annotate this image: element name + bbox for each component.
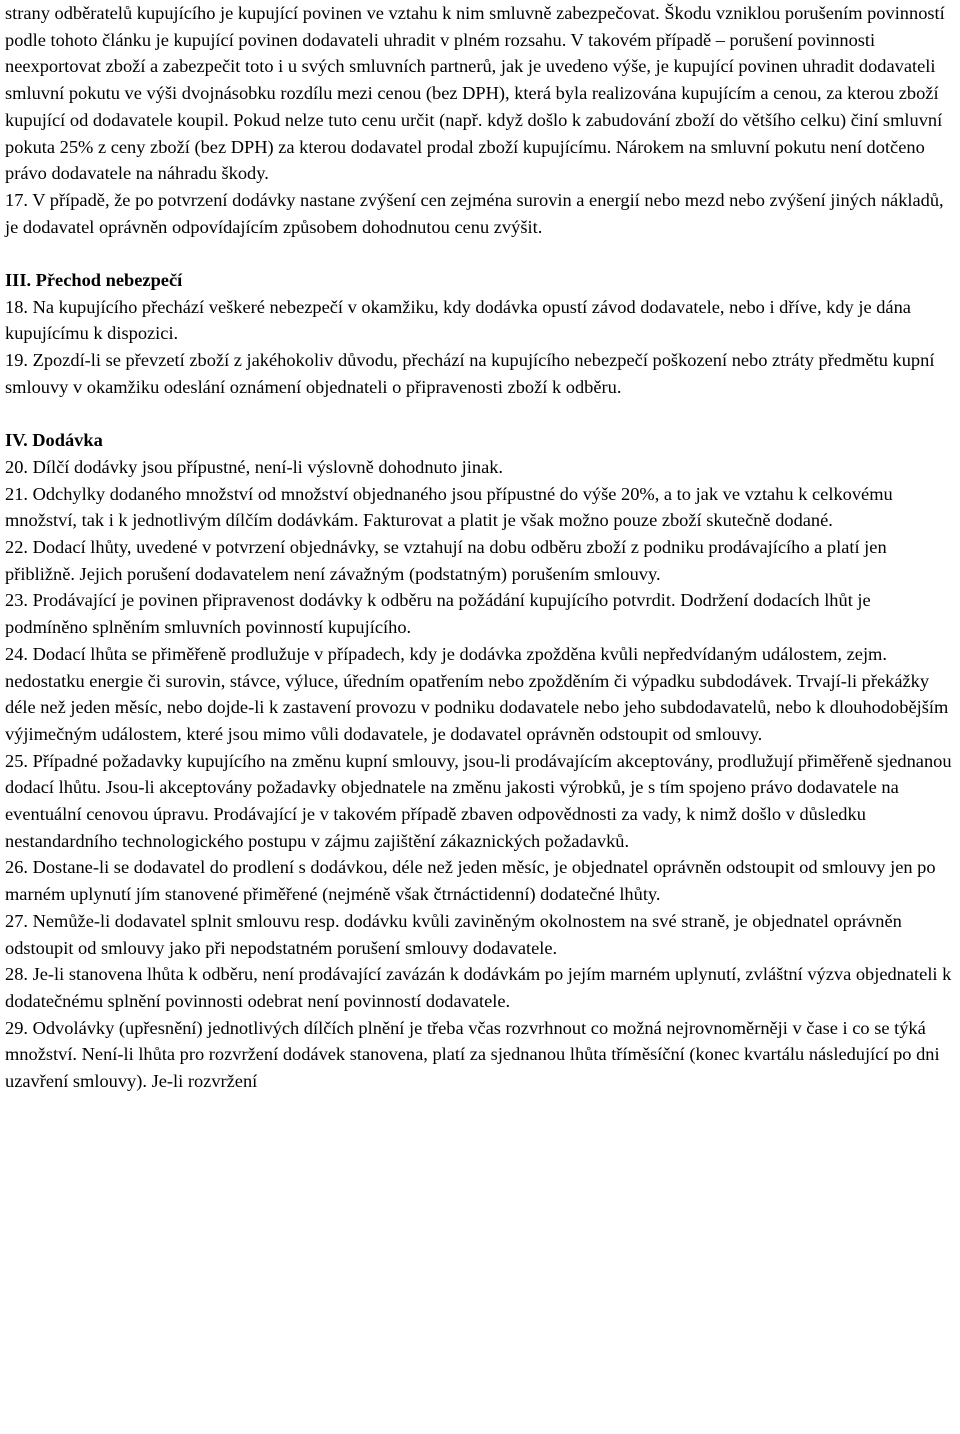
- paragraph-27: 27. Nemůže-li dodavatel splnit smlouvu resp. dodávku kvůli zaviněným okolnostem na své straně, je objednatel oprávněn odstoupit od smlouvy jako při nepodstatném porušení smlouvy dodavatele.: [5, 910, 902, 958]
- document-page: [5, 0, 957, 1095]
- paragraph-19: 19. Zpozdí-li se převzetí zboží z jakéhokoliv důvodu, přechází na kupujícího nebezpečí poškození nebo ztráty předmětu kupní smlouvy v okamžiku odeslání oznámení objednateli o připravenosti zboží k odběru.: [5, 350, 935, 397]
- paragraph-25: 25. Případné požadavky kupujícího na změnu kupní smlouvy, jsou-li prodávajícím akceptovány, prodlužují přiměřeně sjednanou dodací lhůtu. Jsou-li akceptovány požadavky objednatele na změnu jakosti výrobků, je s tím spojeno právo dodavatele na eventuální cenovou úpravu. Prodávající je v takovém případě zbaven odpovědnosti za vady, k nimž došlo v důsledku nestandardního technologického postupu v zájmu zajištění zákaznických požadavků.: [5, 750, 952, 851]
- paragraph-26: 26. Dostane-li se dodavatel do prodlení s dodávkou, déle než jeden měsíc, je objednatel oprávněn odstoupit od smlouvy jen po marném uplynutí jím stanovené přiměřené (nejméně však čtrnáctidenní) dodatečné lhůty.: [5, 857, 936, 905]
- section-heading-iv: IV. Dodávka: [5, 430, 103, 451]
- paragraph-16-continuation: strany odběratelů kupujícího je kupující povinen ve vztahu k nim smluvně zabezpečovat. Škodu vzniklou porušením povinností podle tohoto článku je kupující povinen dodavateli uhradit v plném rozsahu. V takovém případě – porušení povinnosti neexportovat zboží a zabezpečit toto i u svých smluvních partnerů, jak je uvedeno výše, je kupující povinen uhradit dodavateli smluvní pokutu ve výši dvojnásobku rozdílu mezi cenou (bez DPH), která byla realizována kupujícím a cenou, za kterou zboží kupující od dodavatele koupil. Pokud nelze tuto cenu určit (např. když došlo k zabudování zboží do většího celku) činí smluvní pokuta 25% z ceny zboží (bez DPH) za kterou dodavatel prodal zboží kupujícímu. Nárokem na smluvní pokutu není dotčeno právo dodavatele na náhradu škody.: [5, 3, 945, 184]
- paragraph-17: 17. V případě, že po potvrzení dodávky nastane zvýšení cen zejména surovin a energií nebo mezd nebo zvýšení jiných nákladů, je dodavatel oprávněn odpovídajícím způsobem dohodnutou cenu zvýšit.: [5, 189, 944, 237]
- paragraph-29: 29. Odvolávky (upřesnění) jednotlivých dílčích plnění je třeba včas rozvrhnout co možná nejrovnoměrněji v čase i co se týká množství. Není-li lhůta pro rozvržení dodávek stanovena, platí za sjednanou lhůta tříměsíční (konec kvartálu následující po dni uzavření smlouvy). Je-li rozvržení: [5, 1017, 940, 1092]
- paragraph-22: 22. Dodací lhůty, uvedené v potvrzení objednávky, se vztahují na dobu odběru zboží z podniku prodávajícího a platí jen přibližně. Jejich porušení dodavatelem není závažným (podstatným) porušením smlouvy.: [5, 537, 887, 584]
- paragraph-21: 21. Odchylky dodaného množství od množství objednaného jsou přípustné do výše 20%, a to jak ve vztahu k celkovému množství, tak i k jednotlivým dílčím dodávkám. Fakturovat a platit je však možno pouze zboží skutečně dodané.: [5, 483, 893, 531]
- section-heading-iii: III. Přechod nebezpečí: [5, 270, 183, 291]
- paragraph-28: 28. Je-li stanovena lhůta k odběru, není prodávající zavázán k dodávkám po jejím marném uplynutí, zvláštní výzva objednateli k dodatečnému splnění povinnosti odebrat není povinností dodavatele.: [5, 964, 952, 1011]
- paragraph-20: 20. Dílčí dodávky jsou přípustné, není-li výslovně dohodnuto jinak.: [5, 456, 504, 477]
- paragraph-23: 23. Prodávající je povinen připravenost dodávky k odběru na požádání kupujícího potvrdit. Dodržení dodacích lhůt je podmíněno splněním smluvních povinností kupujícího.: [5, 590, 871, 638]
- paragraph-24: 24. Dodací lhůta se přiměřeně prodlužuje v případech, kdy je dodávka zpožděna kvůli nepředvídaným událostem, zejm. nedostatku energie či surovin, stávce, výluce, úředním opatřením nebo zpožděním či výpadku subdodávek. Trvají-li překážky déle než jeden měsíc, nebo dojde-li k zastavení provozu v podniku dodavatele nebo jeho subdodavatelů, nebo k dlouhodobějším výjimečným událostem, které jsou mimo vůli dodavatele, je dodavatel oprávněn odstoupit od smlouvy.: [5, 643, 949, 744]
- paragraph-18: 18. Na kupujícího přechází veškeré nebezpečí v okamžiku, kdy dodávka opustí závod dodavatele, nebo i dříve, kdy je dána kupujícímu k dispozici.: [5, 296, 911, 344]
